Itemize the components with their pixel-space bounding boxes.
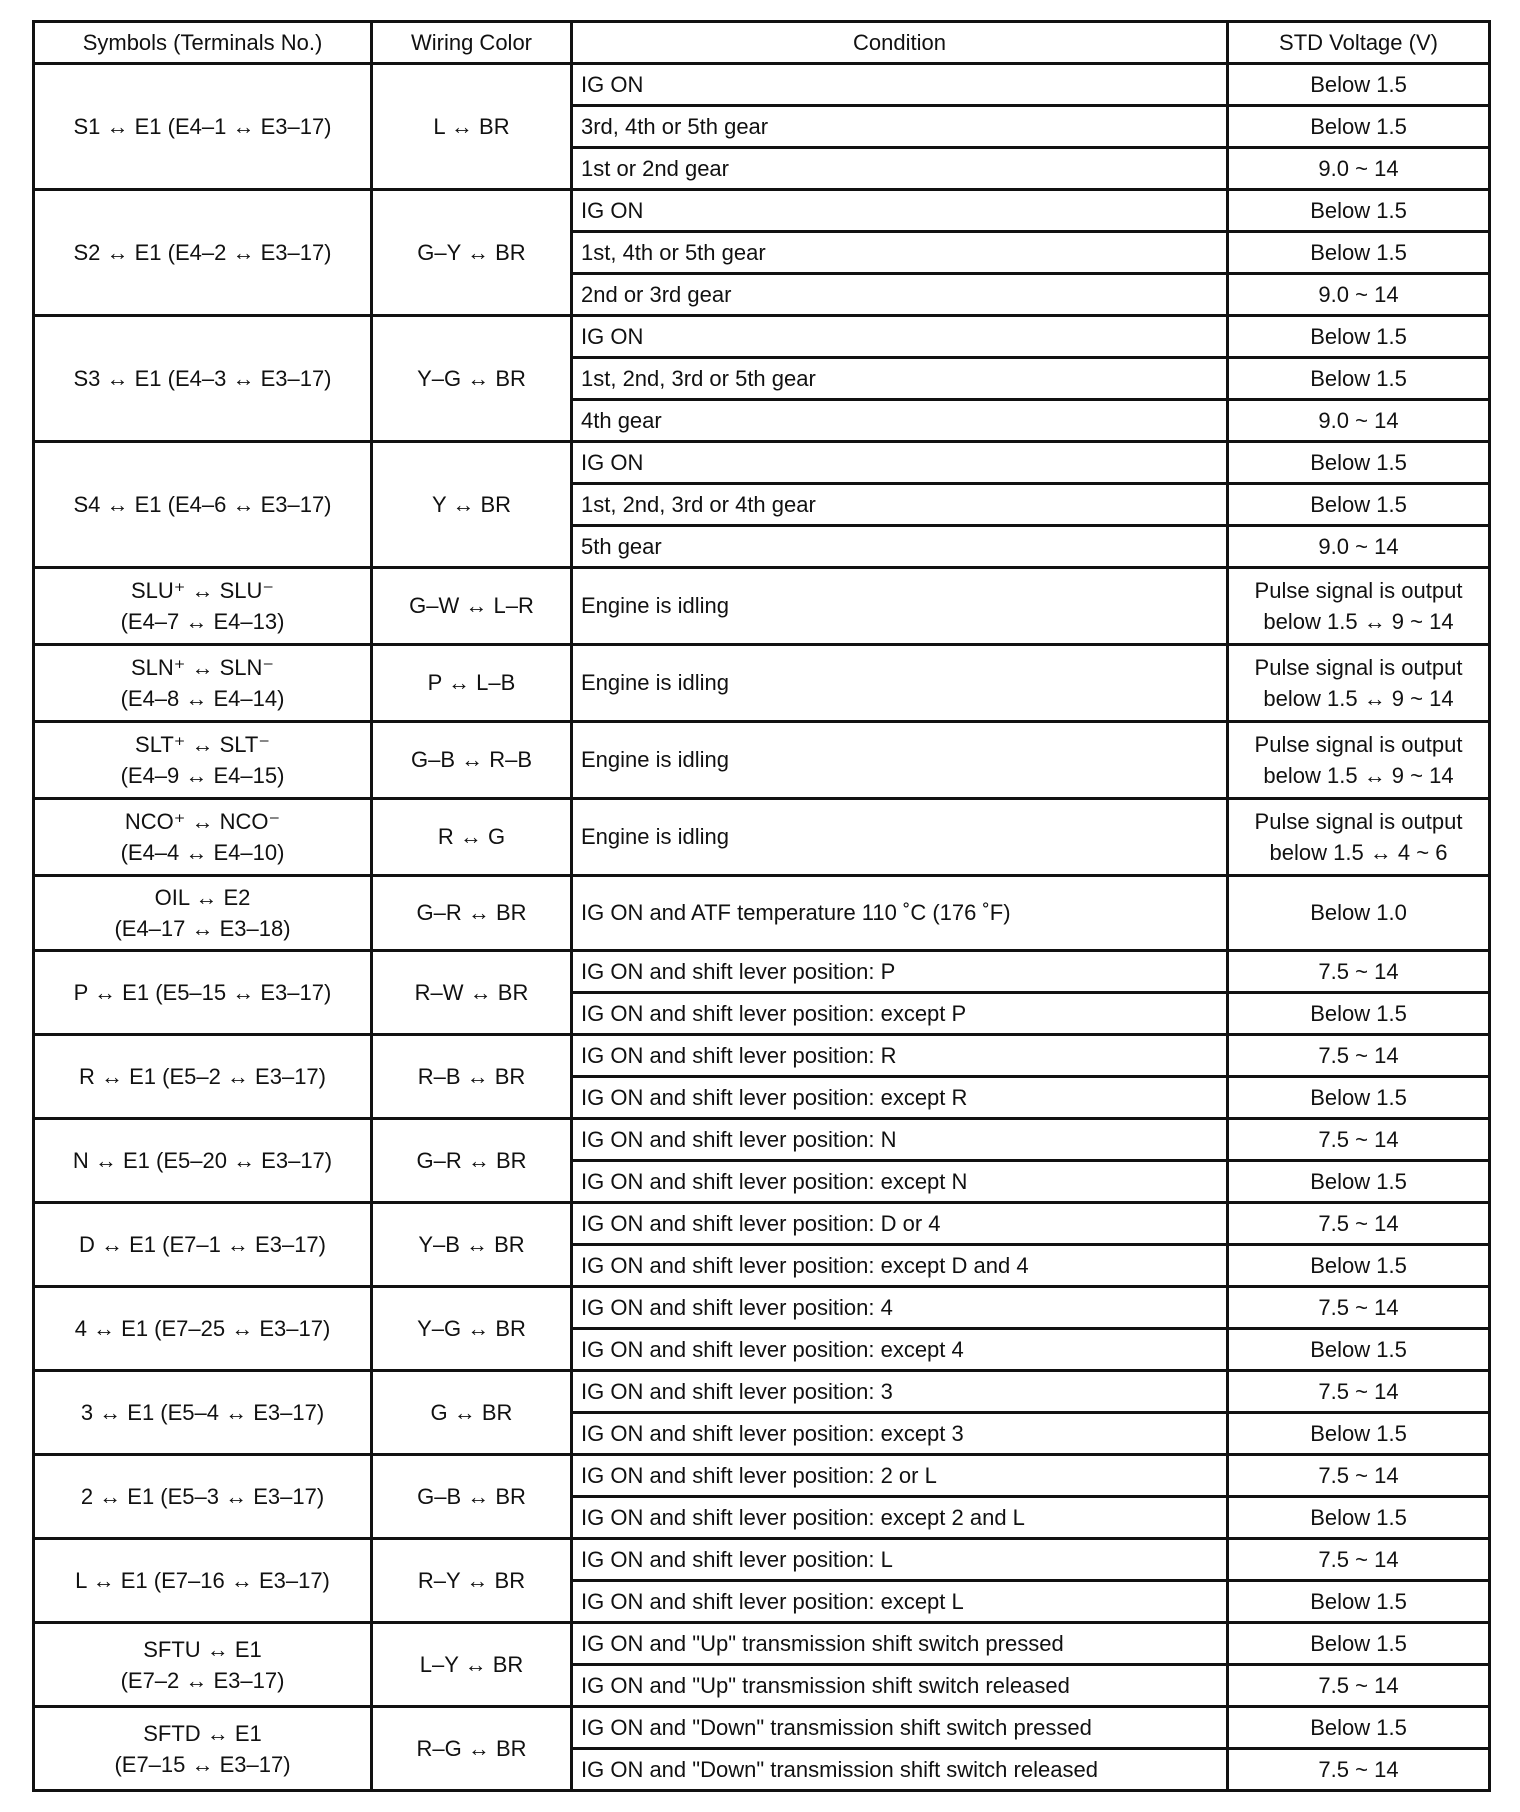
terminal-symbol-text: R ↔ E1 (E5–2 ↔ E3–17) (78, 1063, 326, 1089)
terminal-symbol-cell (34, 876, 372, 951)
std-voltage-text: Below 1.0 (1310, 900, 1407, 925)
condition-cell: IG ON and "Down" transmission shift switch pressed (572, 1707, 1228, 1749)
terminal-symbol-text: (E7–15 ↔ E3–17) (114, 1751, 291, 1777)
std-voltage-text: Pulse signal is output (1254, 809, 1463, 834)
condition-cell: IG ON and "Down" transmission shift switch released (572, 1749, 1228, 1791)
terminal-symbol-cell (34, 1455, 372, 1539)
table-row (34, 64, 1490, 106)
condition-cell: Engine is idling (572, 568, 1228, 645)
std-voltage-text: Below 1.5 (1310, 449, 1407, 475)
wiring-color-cell: Y ↔ BR (372, 442, 572, 568)
terminal-symbol-cell (34, 1287, 372, 1371)
std-voltage-text: Below 1.5 (1310, 1630, 1407, 1656)
std-voltage-cell (1228, 722, 1490, 799)
condition-cell: IG ON and ATF temperature 110 ˚C (176 ˚F) (572, 876, 1228, 951)
std-voltage-cell (1228, 1413, 1490, 1455)
std-voltage-text: Below 1.5 (1310, 323, 1407, 349)
terminal-symbol-cell (34, 645, 372, 722)
table-row (34, 645, 1490, 722)
table-row (34, 1203, 1490, 1245)
condition-cell: IG ON and "Up" transmission shift switch released (572, 1665, 1228, 1707)
table-row (34, 316, 1490, 358)
std-voltage-cell (1228, 1245, 1490, 1287)
std-voltage-text: 7.5 ~ 14 (1318, 1546, 1399, 1572)
terminal-symbol-text: SFTU ↔ E1 (143, 1636, 262, 1662)
table-row (34, 190, 1490, 232)
std-voltage-text: Below 1.5 (1310, 365, 1407, 391)
std-voltage-cell (1228, 1119, 1490, 1161)
std-voltage-text: below 1.5 ↔ 4 ~ 6 (1269, 840, 1448, 865)
std-voltage-text: Pulse signal is output (1254, 732, 1463, 757)
table-row (34, 722, 1490, 799)
condition-cell: IG ON and shift lever position: except D and 4 (572, 1245, 1228, 1287)
std-voltage-text: 7.5 ~ 14 (1318, 1042, 1399, 1068)
terminal-symbol-cell (34, 1539, 372, 1623)
std-voltage-cell (1228, 106, 1490, 148)
std-voltage-cell (1228, 190, 1490, 232)
condition-cell: 1st, 2nd, 3rd or 4th gear (572, 484, 1228, 526)
condition-cell: IG ON and shift lever position: except L (572, 1581, 1228, 1623)
std-voltage-text: Below 1.5 (1310, 71, 1407, 97)
table-row (34, 1707, 1490, 1749)
terminal-symbol-text: (E7–2 ↔ E3–17) (120, 1667, 285, 1693)
condition-cell: Engine is idling (572, 799, 1228, 876)
std-voltage-cell (1228, 1707, 1490, 1749)
std-voltage-text: 7.5 ~ 14 (1318, 1126, 1399, 1152)
terminal-symbol-cell (34, 951, 372, 1035)
condition-cell: IG ON and shift lever position: P (572, 951, 1228, 993)
condition-cell: 4th gear (572, 400, 1228, 442)
std-voltage-text: 7.5 ~ 14 (1318, 1672, 1399, 1698)
std-voltage-text: Below 1.5 (1310, 1000, 1407, 1026)
table-row (34, 442, 1490, 484)
std-voltage-cell (1228, 1581, 1490, 1623)
std-voltage-cell (1228, 1371, 1490, 1413)
terminal-symbol-cell (34, 1371, 372, 1455)
std-voltage-text: Below 1.5 (1310, 1336, 1407, 1362)
condition-cell: 1st, 4th or 5th gear (572, 232, 1228, 274)
wiring-color-cell: R–G ↔ BR (372, 1707, 572, 1791)
condition-cell: IG ON and shift lever position: except P (572, 993, 1228, 1035)
std-voltage-cell (1228, 232, 1490, 274)
table-row (34, 1539, 1490, 1581)
std-voltage-cell (1228, 876, 1490, 951)
terminal-symbol-text: SLN⁺ ↔ SLN⁻ (130, 655, 275, 680)
terminal-symbol-text: (E4–17 ↔ E3–18) (114, 916, 291, 941)
std-voltage-cell (1228, 645, 1490, 722)
condition-cell: IG ON (572, 64, 1228, 106)
std-voltage-text: Pulse signal is output (1254, 578, 1463, 603)
wiring-color-cell: G–W ↔ L–R (372, 568, 572, 645)
std-voltage-cell (1228, 1539, 1490, 1581)
terminal-symbol-text: (E4–8 ↔ E4–14) (120, 686, 285, 711)
wiring-color-cell: G–B ↔ BR (372, 1455, 572, 1539)
terminal-symbol-text: S2 ↔ E1 (E4–2 ↔ E3–17) (73, 239, 332, 265)
terminal-symbol-cell (34, 1707, 372, 1791)
condition-cell: IG ON and shift lever position: D or 4 (572, 1203, 1228, 1245)
terminal-symbol-text: OIL ↔ E2 (154, 885, 251, 910)
std-voltage-text: Pulse signal is output (1254, 655, 1463, 680)
condition-cell: 5th gear (572, 526, 1228, 568)
wiring-color-cell: G–Y ↔ BR (372, 190, 572, 316)
wiring-color-cell: G–B ↔ R–B (372, 722, 572, 799)
std-voltage-text: 9.0 ~ 14 (1318, 533, 1399, 559)
terminal-symbol-text: SFTD ↔ E1 (143, 1720, 262, 1746)
table-row (34, 799, 1490, 876)
std-voltage-cell (1228, 358, 1490, 400)
condition-cell: IG ON (572, 442, 1228, 484)
wiring-color-cell: R–Y ↔ BR (372, 1539, 572, 1623)
wiring-color-cell: Y–G ↔ BR (372, 1287, 572, 1371)
terminal-symbol-text: N ↔ E1 (E5–20 ↔ E3–17) (72, 1147, 333, 1173)
wiring-color-cell: P ↔ L–B (372, 645, 572, 722)
terminal-symbol-text: 2 ↔ E1 (E5–3 ↔ E3–17) (80, 1483, 325, 1509)
std-voltage-cell (1228, 148, 1490, 190)
terminal-voltage-table (32, 20, 1491, 1792)
std-voltage-text: below 1.5 ↔ 9 ~ 14 (1263, 686, 1454, 711)
wiring-color-cell: G ↔ BR (372, 1371, 572, 1455)
table-row (34, 568, 1490, 645)
std-voltage-cell (1228, 1203, 1490, 1245)
std-voltage-text: below 1.5 ↔ 9 ~ 14 (1263, 609, 1454, 634)
terminal-symbol-cell (34, 799, 372, 876)
std-voltage-text: Below 1.5 (1310, 1252, 1407, 1278)
terminal-symbol-text: L ↔ E1 (E7–16 ↔ E3–17) (75, 1567, 330, 1593)
condition-cell: IG ON and shift lever position: 4 (572, 1287, 1228, 1329)
std-voltage-cell (1228, 442, 1490, 484)
terminal-symbol-cell (34, 442, 372, 568)
std-voltage-text: 9.0 ~ 14 (1318, 407, 1399, 433)
terminal-symbol-text: S3 ↔ E1 (E4–3 ↔ E3–17) (73, 365, 332, 391)
std-voltage-cell (1228, 1287, 1490, 1329)
std-voltage-cell (1228, 1161, 1490, 1203)
condition-cell: IG ON and shift lever position: except 2 and L (572, 1497, 1228, 1539)
terminal-symbol-text: SLU⁺ ↔ SLU⁻ (130, 578, 275, 603)
condition-cell: IG ON (572, 316, 1228, 358)
wiring-color-cell: G–R ↔ BR (372, 876, 572, 951)
std-voltage-text: 7.5 ~ 14 (1318, 1210, 1399, 1236)
table-row (34, 1035, 1490, 1077)
std-voltage-text: Below 1.5 (1310, 1588, 1407, 1614)
std-voltage-cell (1228, 568, 1490, 645)
std-voltage-text: 9.0 ~ 14 (1318, 155, 1399, 181)
condition-cell: IG ON and shift lever position: R (572, 1035, 1228, 1077)
condition-cell: Engine is idling (572, 645, 1228, 722)
table-row (34, 1287, 1490, 1329)
header-wiring-color: Wiring Color (372, 22, 572, 64)
std-voltage-cell (1228, 799, 1490, 876)
terminal-symbol-cell (34, 1035, 372, 1119)
wiring-color-cell: L ↔ BR (372, 64, 572, 190)
std-voltage-text: 7.5 ~ 14 (1318, 1294, 1399, 1320)
std-voltage-cell (1228, 1329, 1490, 1371)
condition-cell: 1st or 2nd gear (572, 148, 1228, 190)
condition-cell: IG ON and shift lever position: except 3 (572, 1413, 1228, 1455)
condition-cell: 2nd or 3rd gear (572, 274, 1228, 316)
table-row (34, 876, 1490, 951)
std-voltage-cell (1228, 1623, 1490, 1665)
header-std-voltage: STD Voltage (V) (1228, 22, 1490, 64)
std-voltage-text: 7.5 ~ 14 (1318, 1756, 1399, 1782)
terminal-symbol-cell (34, 1119, 372, 1203)
std-voltage-cell (1228, 274, 1490, 316)
std-voltage-text: below 1.5 ↔ 9 ~ 14 (1263, 763, 1454, 788)
std-voltage-text: Below 1.5 (1310, 113, 1407, 139)
std-voltage-text: Below 1.5 (1310, 197, 1407, 223)
std-voltage-cell (1228, 316, 1490, 358)
std-voltage-cell (1228, 64, 1490, 106)
std-voltage-text: 9.0 ~ 14 (1318, 281, 1399, 307)
condition-cell: IG ON and shift lever position: N (572, 1119, 1228, 1161)
terminal-symbol-text: (E4–9 ↔ E4–15) (120, 763, 285, 788)
terminal-symbol-text: S1 ↔ E1 (E4–1 ↔ E3–17) (73, 113, 332, 139)
condition-cell: IG ON and shift lever position: except N (572, 1161, 1228, 1203)
terminal-symbol-cell (34, 568, 372, 645)
std-voltage-text: Below 1.5 (1310, 1168, 1407, 1194)
std-voltage-cell (1228, 993, 1490, 1035)
std-voltage-text: Below 1.5 (1310, 1084, 1407, 1110)
std-voltage-cell (1228, 484, 1490, 526)
terminal-symbol-text: 3 ↔ E1 (E5–4 ↔ E3–17) (80, 1399, 325, 1425)
std-voltage-text: Below 1.5 (1310, 491, 1407, 517)
condition-cell: IG ON and "Up" transmission shift switch pressed (572, 1623, 1228, 1665)
table-body (34, 64, 1490, 1791)
terminal-symbol-text: (E4–7 ↔ E4–13) (120, 609, 285, 634)
terminal-symbol-cell (34, 1623, 372, 1707)
condition-cell: 3rd, 4th or 5th gear (572, 106, 1228, 148)
std-voltage-cell (1228, 1035, 1490, 1077)
condition-cell: IG ON and shift lever position: except R (572, 1077, 1228, 1119)
condition-cell: IG ON and shift lever position: 3 (572, 1371, 1228, 1413)
terminal-symbol-cell (34, 1203, 372, 1287)
std-voltage-cell (1228, 1665, 1490, 1707)
terminal-symbol-text: SLT⁺ ↔ SLT⁻ (135, 732, 270, 757)
header-row (34, 22, 1490, 64)
wiring-color-cell: R ↔ G (372, 799, 572, 876)
wiring-color-cell: L–Y ↔ BR (372, 1623, 572, 1707)
std-voltage-text: Below 1.5 (1310, 239, 1407, 265)
wiring-color-cell: R–W ↔ BR (372, 951, 572, 1035)
std-voltage-cell (1228, 526, 1490, 568)
terminal-symbol-text: S4 ↔ E1 (E4–6 ↔ E3–17) (73, 491, 332, 517)
header-condition: Condition (572, 22, 1228, 64)
terminal-symbol-cell (34, 316, 372, 442)
wiring-color-cell: Y–B ↔ BR (372, 1203, 572, 1287)
condition-cell: Engine is idling (572, 722, 1228, 799)
std-voltage-text: 7.5 ~ 14 (1318, 1378, 1399, 1404)
terminal-symbol-text: (E4–4 ↔ E4–10) (120, 840, 285, 865)
std-voltage-text: Below 1.5 (1310, 1504, 1407, 1530)
wiring-color-cell: Y–G ↔ BR (372, 316, 572, 442)
condition-cell: 1st, 2nd, 3rd or 5th gear (572, 358, 1228, 400)
table-row (34, 1119, 1490, 1161)
terminal-symbol-text: D ↔ E1 (E7–1 ↔ E3–17) (78, 1231, 326, 1257)
terminal-symbol-cell (34, 722, 372, 799)
header-symbols: Symbols (Terminals No.) (34, 22, 372, 64)
terminal-symbol-cell (34, 190, 372, 316)
condition-cell: IG ON and shift lever position: L (572, 1539, 1228, 1581)
terminal-symbol-cell (34, 64, 372, 190)
wiring-color-cell: R–B ↔ BR (372, 1035, 572, 1119)
std-voltage-cell (1228, 951, 1490, 993)
condition-cell: IG ON (572, 190, 1228, 232)
table-row (34, 951, 1490, 993)
std-voltage-text: Below 1.5 (1310, 1420, 1407, 1446)
terminal-symbol-text: NCO⁺ ↔ NCO⁻ (124, 809, 281, 834)
std-voltage-cell (1228, 1497, 1490, 1539)
std-voltage-text: 7.5 ~ 14 (1318, 1462, 1399, 1488)
std-voltage-cell (1228, 1077, 1490, 1119)
terminal-symbol-text: P ↔ E1 (E5–15 ↔ E3–17) (73, 979, 332, 1005)
std-voltage-cell (1228, 1749, 1490, 1791)
terminal-symbol-text: 4 ↔ E1 (E7–25 ↔ E3–17) (74, 1315, 331, 1341)
table-row (34, 1623, 1490, 1665)
std-voltage-text: Below 1.5 (1310, 1714, 1407, 1740)
std-voltage-text: 7.5 ~ 14 (1318, 958, 1399, 984)
condition-cell: IG ON and shift lever position: except 4 (572, 1329, 1228, 1371)
condition-cell: IG ON and shift lever position: 2 or L (572, 1455, 1228, 1497)
table-row (34, 1371, 1490, 1413)
std-voltage-cell (1228, 400, 1490, 442)
table-row (34, 1455, 1490, 1497)
std-voltage-cell (1228, 1455, 1490, 1497)
wiring-color-cell: G–R ↔ BR (372, 1119, 572, 1203)
terminal-voltage-sheet (32, 20, 1488, 1792)
